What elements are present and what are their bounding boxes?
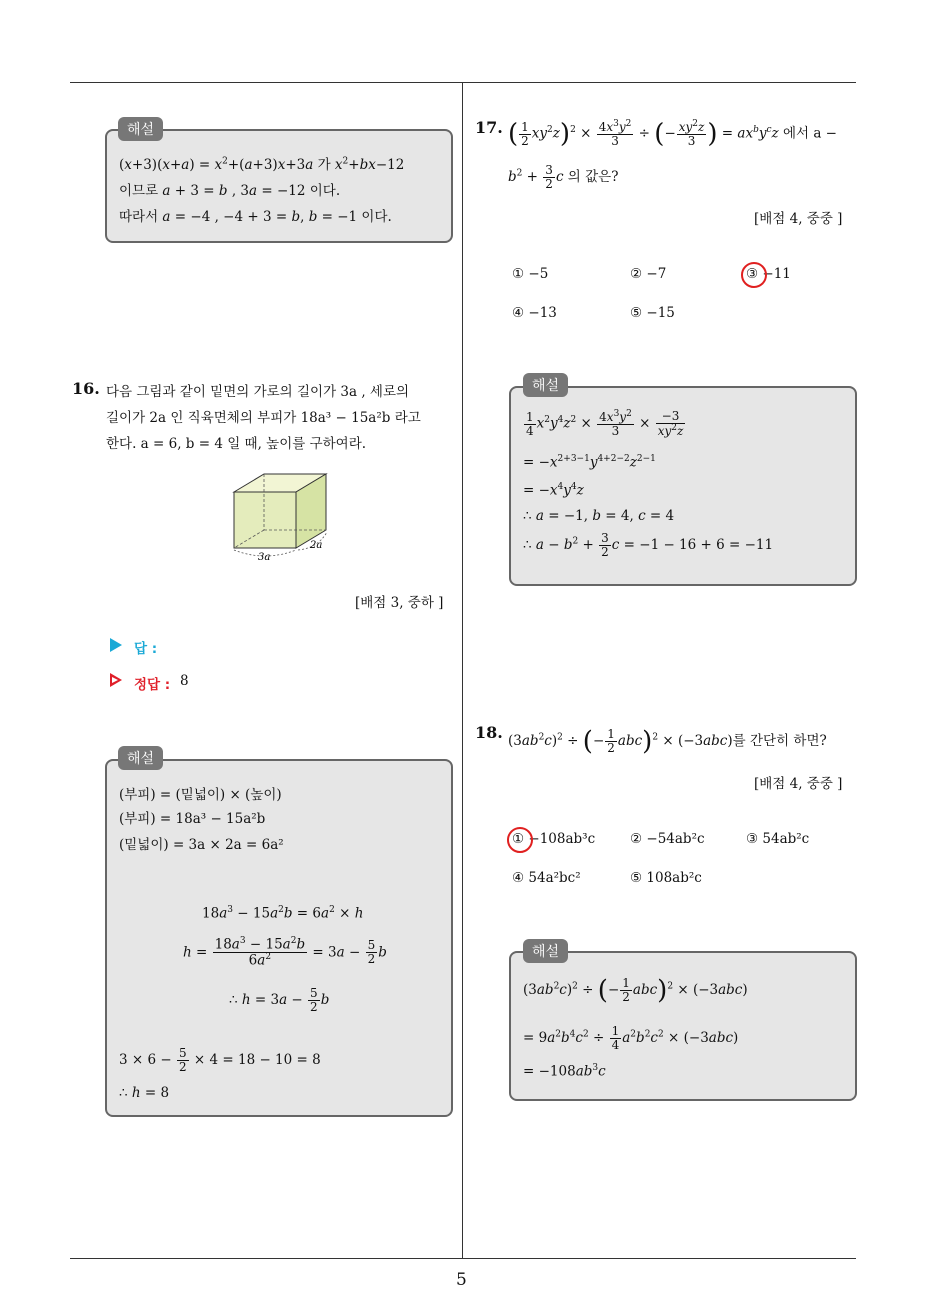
bottom-rule	[70, 1258, 856, 1259]
q17-option-2[interactable]: ② −7	[630, 266, 667, 282]
q17-expression-line2: $b^2$ + $\frac{3}{2}$ c 의 값은?	[508, 163, 619, 192]
q18-option-4[interactable]: ④ 54a²bc²	[512, 870, 581, 886]
q17-explain-line1: $\frac{1}{4}$ $x^2y^4z^2$ × $\frac{4x^3y^2}{3}$ × $\frac{-3}{xy^2z}$	[526, 409, 684, 439]
q16-explain-eq4: 3 × 6 − $\frac{5}{2}$ × 4 = 18 − 10 = 8	[119, 1046, 321, 1075]
q17-explain-tag: 해설	[523, 373, 568, 397]
q18-explain-line1: $(3ab^2c)^2$ ÷ (− $\frac{1}{2}$ abc)$^2$ × (−3abc)	[523, 975, 748, 1006]
q15-explain-tag: 해설	[118, 117, 163, 141]
q16-score: [배점 3, 중하 ]	[355, 595, 444, 611]
q17-explain-box	[509, 386, 857, 586]
q16-explain-tag: 해설	[118, 746, 163, 770]
cuboid-figure	[226, 468, 338, 564]
answer-play-icon	[110, 638, 122, 652]
correct-label: 정답 :	[134, 677, 171, 693]
q18-explain-line3: = $-108ab^3c$	[523, 1063, 606, 1080]
q18-option-2[interactable]: ② −54ab²c	[630, 831, 705, 847]
correct-play-icon-inner	[112, 677, 118, 683]
q15-explain-line1: $(x+3)(x+a) = x^2+(a+3)x+3a$ 가 $x^2+bx-12$	[119, 156, 405, 173]
q15-explain-line2: 이므로 a + 3 = b , 3a = −12 이다.	[119, 183, 341, 199]
q17-expression: ( $\frac{1}{2}$ $xy^2z)^2$ × $\frac{4x^3y^2}{3}$ ÷ (− $\frac{xy^2z}{3}$ ) = $ax^by^cz$ 에서 a −	[508, 119, 837, 150]
q16-explain-eq5: ∴ h = 8	[119, 1085, 170, 1101]
q16-explain-box	[105, 759, 453, 1117]
q18-explain-tag: 해설	[523, 939, 568, 963]
q17-option-5[interactable]: ⑤ −15	[630, 305, 675, 321]
q17-explain-line2: = $-x^{2+3-1}y^{4+2-2}z^{2-1}$	[523, 454, 656, 471]
q17-selected-mark	[741, 262, 767, 288]
q18-option-3[interactable]: ③ 54ab²c	[746, 831, 810, 847]
q16-text-line1: 다음 그림과 같이 밑면의 가로의 길이가 3a , 세로의	[106, 384, 410, 400]
q15-explain-box	[105, 129, 453, 243]
q16-explain-eq1: $18a^3 - 15a^2b = 6a^2 \times h$	[202, 905, 364, 922]
q15-explain-line3: 따라서 a = −4 , −4 + 3 = b, b = −1 이다.	[119, 209, 392, 225]
q16-explain-line2: (부피) = 18a³ − 15a²b	[119, 811, 266, 827]
q18-explain-box	[509, 951, 857, 1101]
q18-score: [배점 4, 중중 ]	[754, 776, 843, 792]
q17-option-1[interactable]: ① −5	[512, 266, 549, 282]
q17-number: 17.	[475, 118, 503, 137]
top-rule	[70, 82, 856, 83]
q18-selected-mark	[507, 827, 533, 853]
page-number: 5	[456, 1270, 467, 1290]
q16-explain-eq2: h = $\frac{18a^3 - 15a^2b}{6a^2}$ = 3a − $\frac{5}{2}$ b	[183, 936, 387, 969]
q17-explain-line5: ∴ $a - b^2$ + $\frac{3}{2}$ c = −1 − 16 + 6 = −11	[523, 531, 774, 560]
q18-option-1[interactable]: ① −108ab³c	[512, 831, 596, 847]
q18-number: 18.	[475, 723, 503, 742]
correct-value: 8	[180, 673, 189, 689]
q18-option-5[interactable]: ⑤ 108ab²c	[630, 870, 702, 886]
answer-label: 답 :	[134, 641, 158, 657]
q17-option-4[interactable]: ④ −13	[512, 305, 557, 321]
column-divider	[462, 83, 463, 1258]
q16-text-line3: 한다. a = 6, b = 4 일 때, 높이를 구하여라.	[106, 436, 367, 452]
q16-explain-line1: (부피) = (밑넓이) × (높이)	[119, 787, 282, 803]
fig-label-width: 3a	[258, 552, 271, 563]
q17-explain-line3: = $-x^4y^4z$	[523, 482, 584, 499]
q16-explain-line3: (밑넓이) = 3a × 2a = 6a²	[119, 837, 284, 853]
fig-label-depth: 2a	[310, 540, 323, 551]
q17-option-3[interactable]: ③ −11	[746, 266, 791, 282]
q17-explain-line4: ∴ a = −1, b = 4, c = 4	[523, 508, 675, 524]
q18-explain-line2: = $9a^2b^4c^2$ ÷ $\frac{1}{4}$ $a^2b^2c^2 \times (-3abc)$	[523, 1024, 739, 1053]
q16-text-line2: 길이가 2a 인 직육면체의 부피가 18a³ − 15a²b 라고	[106, 410, 421, 426]
q17-score: [배점 4, 중중 ]	[754, 211, 843, 227]
q16-number: 16.	[72, 379, 100, 398]
q18-expression: $(3ab^2c)^2$ ÷ (− $\frac{1}{2}$ abc)$^2$ × (−3abc)를 간단히 하면?	[508, 726, 827, 757]
q16-explain-eq3: ∴ h = 3a − $\frac{5}{2}$ b	[229, 986, 330, 1015]
